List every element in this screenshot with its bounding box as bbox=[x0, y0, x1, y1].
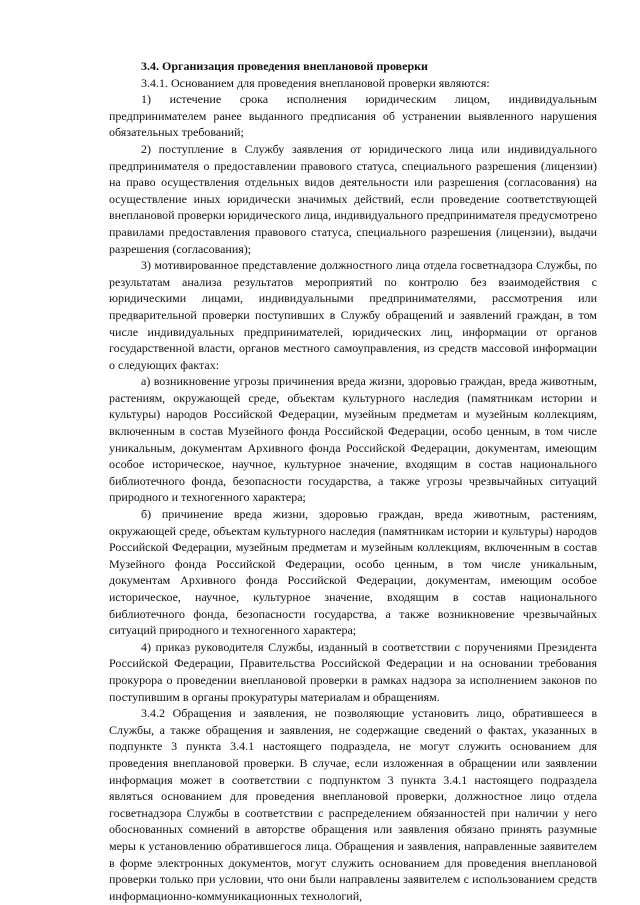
paragraph-3-4-2: 3.4.2 Обращения и заявления, не позволяющие установить лицо, обратившееся в Службы, а также обращения и заявления, не содержащие сведений о фактах, указанных в подпункте 3 пункта 3.4.1 настоящего подраздела, не могут служить основанием для проведения внеплановой проверки. В случае, если изложенная в обращении или заявлении информация может в соответствии с подпунктом 3 пункта 3.4.1 настоящего подраздела являться основанием для проведения внеплановой проверки, должностное лицо отдела госветнадзора Службы в соответствии с распределением обязанностей при наличии у него обоснованных сомнений в авторстве обращения или заявления обязано принять разумные меры к установлению обратившегося лица. Обращения и заявления, направленные заявителем в форме электронных документов, могут служить основанием для проведения внеплановой проверки только при условии, что они были направлены заявителем с использованием средств информационно-коммуникационных технологий, bbox=[109, 706, 597, 903]
sub-item-a: а) возникновение угрозы причинения вреда жизни, здоровью граждан, вреда животным, растениям, окружающей среде, объектам культурного наследия (памятникам истории и культуры) народов Российской Федерации, музейным предметам и музейным коллекциям, включенным в состав Музейного фонда Российской Федерации, особо ценным, в том числе уникальным, документам Архивного фонда Российской Федерации, документам, имеющим особое историческое, научное, культурное значение, входящим в состав национального библиотечного фонда, безопасности государства, а также угрозы чрезвычайных ситуаций природного и техногенного характера; bbox=[109, 374, 597, 505]
list-item-2: 2) поступление в Службу заявления от юридического лица или индивидуального предпринимателя о предоставлении правового статуса, специального разрешения (лицензии) на право осуществления отдельных видов деятельности или разрешения (согласования) на осуществление иных юридически значимых действий, если проведение соответствующей внеплановой проверки юридического лица, индивидуального предпринимателя предусмотрено правилами предоставления правового статуса, специального разрешения (лицензии), выдачи разрешения (согласования); bbox=[109, 141, 598, 256]
paragraph-3-4-1: 3.4.1. Основанием для проведения внеплановой проверки являются: bbox=[141, 75, 490, 90]
section-heading: 3.4. Организация проведения внеплановой проверки bbox=[141, 59, 428, 73]
list-item-1: 1) истечение срока исполнения юридическим лицом, индивидуальным предпринимателем ранее выданного предписания об устранении выявленного нарушения обязательных требований; bbox=[109, 92, 597, 140]
sub-item-b: б) причинение вреда жизни, здоровью граждан, вреда животным, растениям, окружающей среде, объектам культурного наследия (памятникам истории и культуры) народов Российской Федерации, музейным предметам и музейным коллекциям, включенным в состав Музейного фонда Российской Федерации, особо ценным, в том числе уникальным, документам Архивного фонда Российской Федерации, документам, имеющим особое историческое, научное, культурное значение, входящим в состав национального библиотечного фонда, безопасности государства, а также возникновение чрезвычайных ситуаций природного и техногенного характера; bbox=[109, 507, 597, 638]
list-item-4: 4) приказ руководителя Службы, изданный в соответствии с поручениями Президента Российской Федерации, Правительства Российской Федерации и на основании требования прокурора о проведении внеплановой проверки в рамках надзора за исполнением законов по поступившим в органы прокуратуры материалам и обращениям. bbox=[109, 639, 597, 704]
document-page bbox=[109, 58, 597, 904]
list-item-3: 3) мотивированное представление должностного лица отдела госветнадзора Службы, по результатам анализа результатов мероприятий по контролю без взаимодействия с юридическими лицами, индивидуальными предпринимателями, рассмотрения или предварительной проверки поступивших в Службу обращений и заявлений граждан, в том числе индивидуальных предпринимателей, юридических лиц, информации от органов государственной власти, органов местного самоуправления, из средств массовой информации о следующих фактах: bbox=[109, 258, 597, 372]
